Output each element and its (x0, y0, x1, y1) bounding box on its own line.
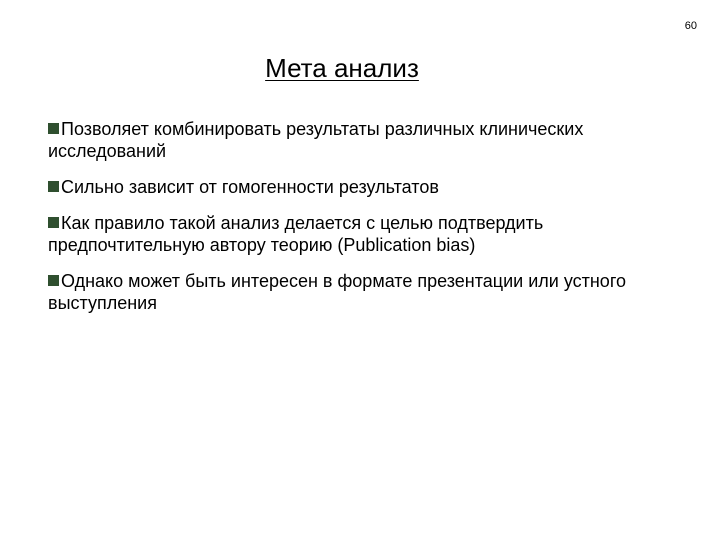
bullet-item (48, 270, 688, 314)
page-number: 60 (684, 20, 697, 32)
bullet-text: Как правило такой анализ делается с целью подтвердить предпочтительную автору теорию (Publication bias) (48, 213, 544, 255)
bullet-item (48, 118, 688, 162)
slide-title: Мета анализ (265, 53, 419, 83)
square-bullet-icon (48, 275, 59, 286)
square-bullet-icon (48, 217, 59, 228)
bullet-text: Однако может быть интересен в формате презентации или устного выступления (48, 271, 626, 313)
bullet-text: Позволяет комбинировать результаты различных клинических исследований (48, 119, 584, 161)
bullet-list (48, 118, 688, 328)
bullet-item (48, 212, 688, 256)
square-bullet-icon (48, 181, 59, 192)
bullet-item (48, 176, 688, 198)
square-bullet-icon (48, 123, 59, 134)
bullet-text: Сильно зависит от гомогенности результатов (61, 177, 439, 197)
